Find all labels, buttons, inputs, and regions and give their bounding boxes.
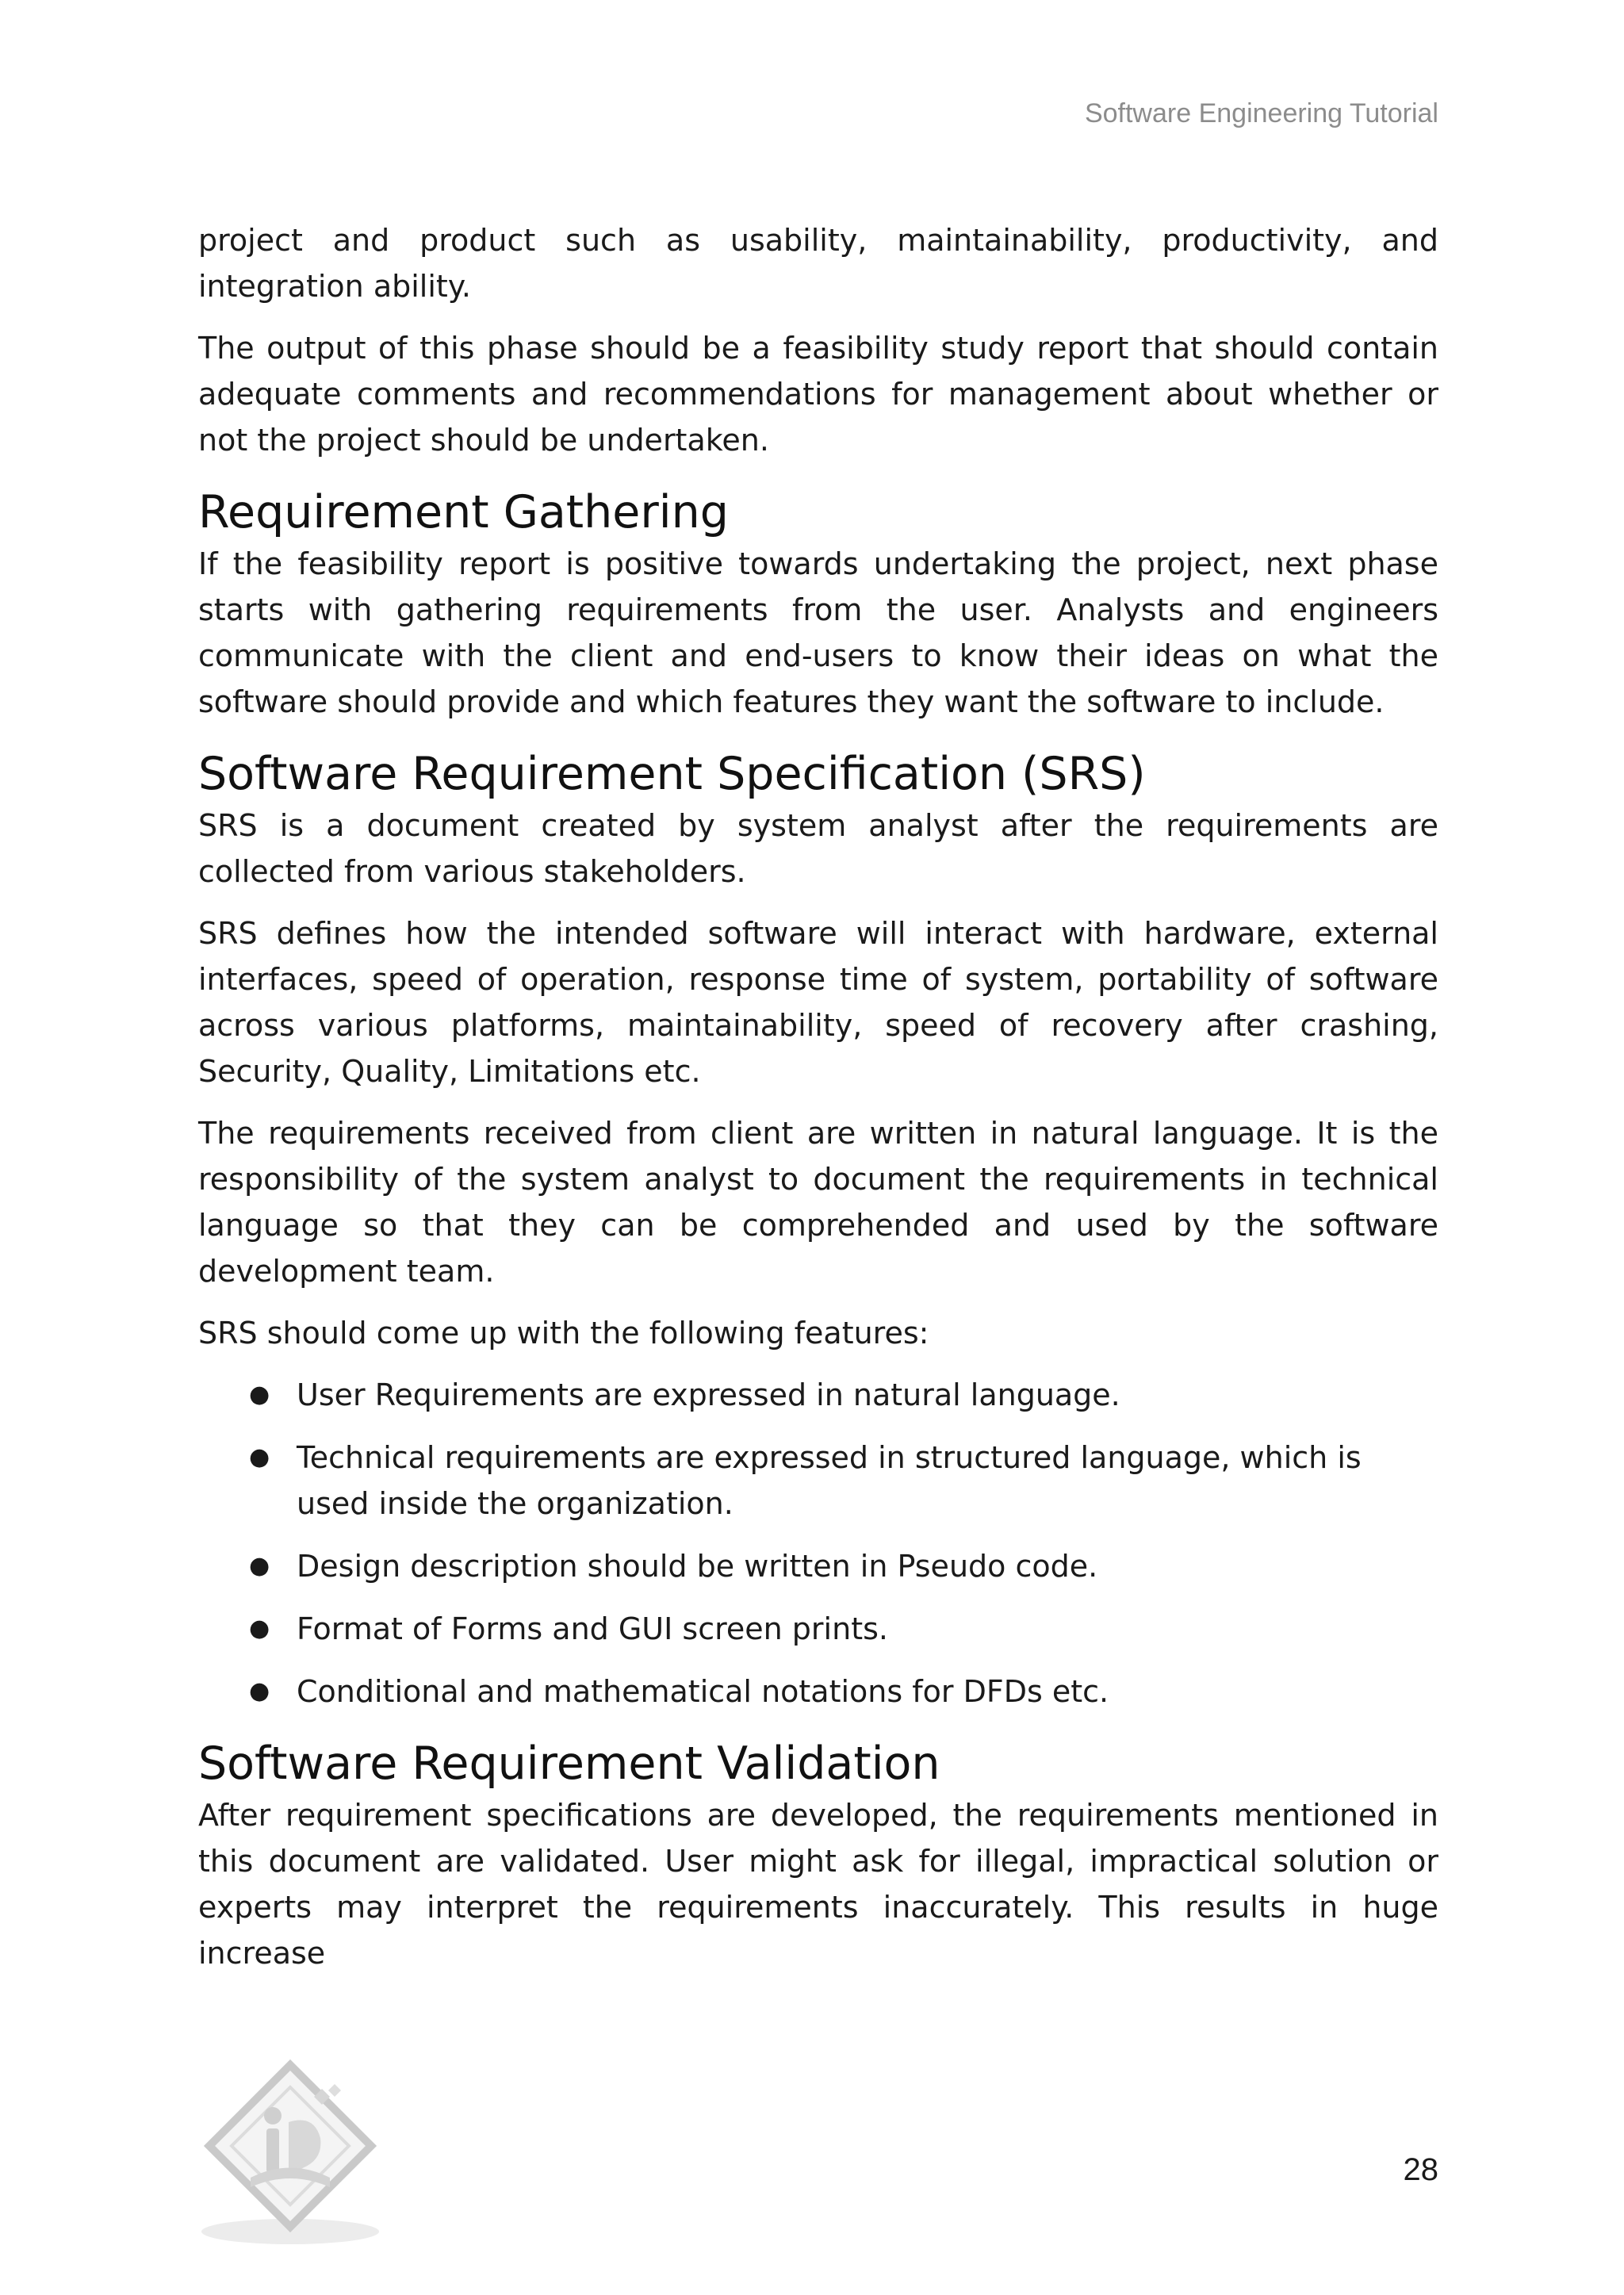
page-body (198, 217, 1438, 1992)
heading-validation: Software Requirement Validation (198, 1738, 940, 1790)
srs-paragraph-1: SRS is a document created by system analyst after the requirements are collected from various stakeholders. (198, 808, 1438, 889)
heading-srs: Software Requirement Specification (SRS) (198, 748, 1146, 800)
bullet-icon: ● (249, 1615, 270, 1642)
list-item: ● Format of Forms and GUI screen prints. (297, 1606, 1438, 1652)
list-item: ● Design description should be written in Pseudo code. (297, 1543, 1438, 1589)
bullet-icon: ● (249, 1381, 270, 1408)
srs-paragraph-4: SRS should come up with the following features: (198, 1316, 929, 1351)
heading-requirement-gathering: Requirement Gathering (198, 486, 729, 538)
intro-paragraph-1: project and product such as usability, maintainability, productivity, and integration ability. (198, 223, 1438, 304)
bullet-icon: ● (249, 1677, 270, 1705)
bullet-icon: ● (249, 1443, 270, 1471)
bullet-icon: ● (249, 1552, 270, 1580)
tutorialspoint-logo-icon (195, 2059, 385, 2249)
list-item: ● User Requirements are expressed in natural language. (297, 1372, 1438, 1418)
running-header: Software Engineering Tutorial (1084, 98, 1438, 128)
list-item: ● Conditional and mathematical notations for DFDs etc. (297, 1669, 1438, 1715)
srs-paragraph-2: SRS defines how the intended software will interact with hardware, external interfaces, speed of operation, response time of system, portability of software across various platforms, maintainability, speed of recovery after crashing, Security, Quality, Limitations etc. (198, 916, 1438, 1089)
srs-paragraph-3: The requirements received from client are written in natural language. It is the responsibility of the system analyst to document the requirements in technical language so that they can be comprehended and used by the software development team. (198, 1116, 1438, 1289)
srs-feature-list (198, 1372, 1438, 1715)
intro-paragraph-2: The output of this phase should be a feasibility study report that should contain adequate comments and recommendations for management about whether or not the project should be undertaken. (198, 331, 1438, 458)
requirement-gathering-paragraph: If the feasibility report is positive towards undertaking the project, next phase starts with gathering requirements from the user. Analysts and engineers communicate with the client and end-users to know their ideas on what the software should provide and which features they want the software to include. (198, 546, 1438, 719)
validation-paragraph: After requirement specifications are developed, the requirements mentioned in this document are validated. User might ask for illegal, impractical solution or experts may interpret the requirements inaccurately. This results in huge increase (198, 1798, 1438, 1971)
page-number: 28 (1403, 2152, 1438, 2187)
list-item: ● Technical requirements are expressed in structured language, which is used inside the organization. (297, 1435, 1438, 1527)
